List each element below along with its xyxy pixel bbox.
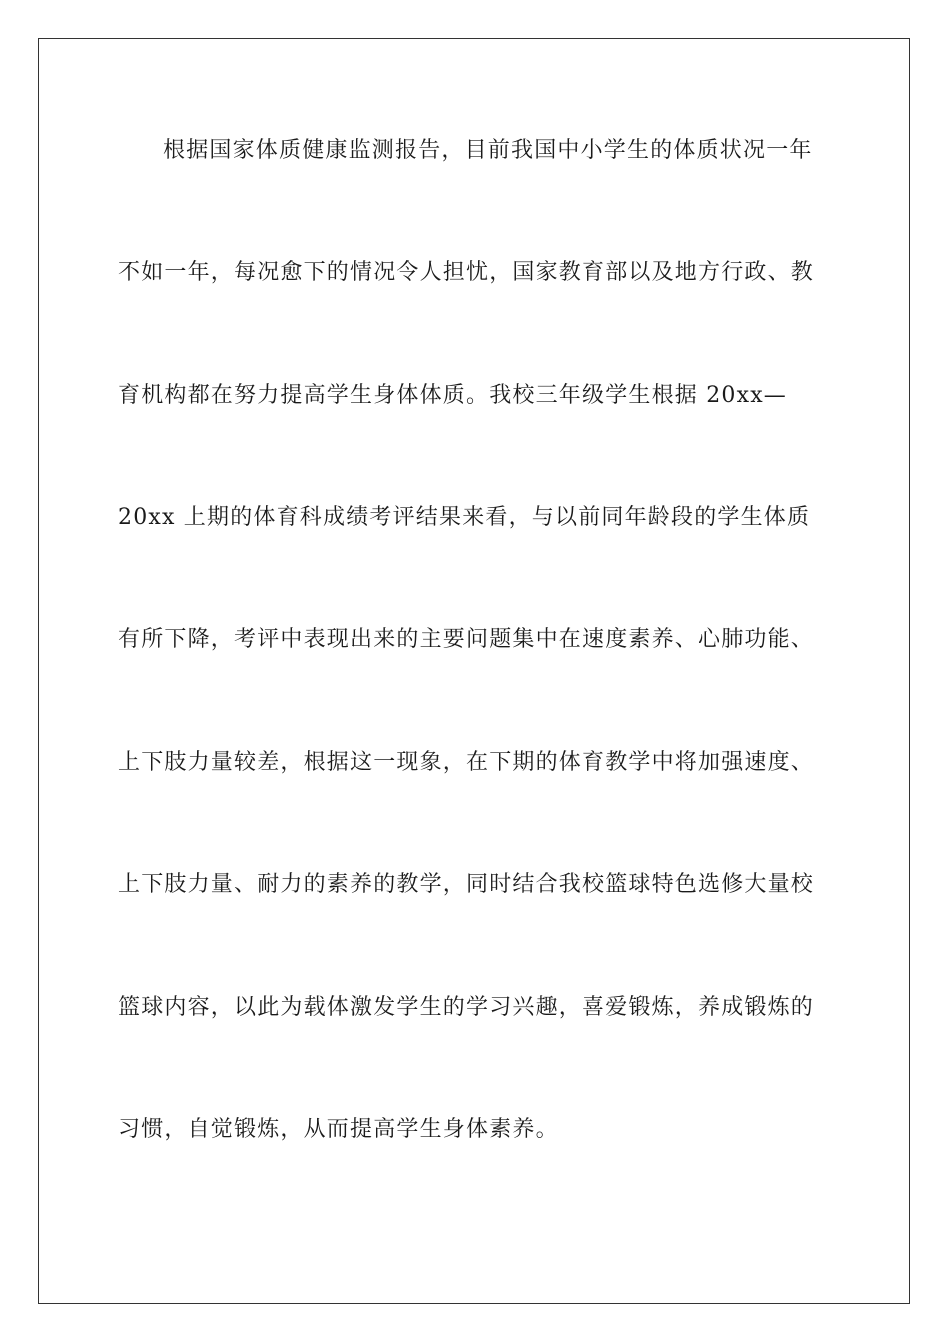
- page-border: [38, 38, 910, 1304]
- paragraph-line-6: 上下肢力量较差，根据这一现象，在下期的体育教学中将加强速度、: [118, 750, 815, 775]
- paragraph-line-2: 不如一年，每况愈下的情况令人担忧，国家教育部以及地方行政、教: [118, 260, 815, 285]
- paragraph-line-8: 篮球内容，以此为载体激发学生的学习兴趣，喜爱锻炼，养成锻炼的: [118, 995, 815, 1020]
- paragraph-line-9: 习惯，自觉锻炼，从而提高学生身体素养。: [118, 1117, 559, 1142]
- paragraph-line-4: 20xx 上期的体育科成绩考评结果来看，与以前同年龄段的学生体质: [118, 505, 811, 530]
- paragraph-line-1: 根据国家体质健康监测报告，目前我国中小学生的体质状况一年: [163, 138, 813, 163]
- paragraph-line-5: 有所下降，考评中表现出来的主要问题集中在速度素养、心肺功能、: [118, 627, 815, 652]
- paragraph-line-3: 育机构都在努力提高学生身体体质。我校三年级学生根据 20xx—: [118, 383, 788, 408]
- paragraph-line-7: 上下肢力量、耐力的素养的教学，同时结合我校篮球特色选修大量校: [118, 872, 815, 897]
